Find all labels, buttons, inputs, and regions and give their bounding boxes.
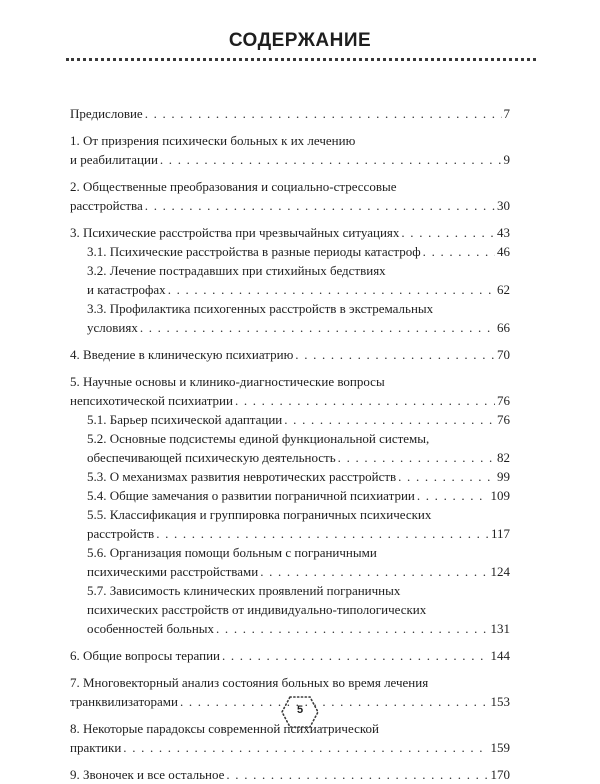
toc-entry-3[interactable] — [70, 223, 510, 242]
toc-entry-5-5[interactable] — [70, 505, 510, 543]
leader-dots — [180, 692, 489, 711]
toc-page-number: 9 — [503, 152, 510, 167]
toc-entry-text: 5.2. Основные подсистемы единой функциональной системы, — [87, 431, 430, 446]
toc-page-number: 159 — [490, 740, 510, 755]
leader-dots — [226, 765, 488, 784]
toc-page-number: 30 — [497, 198, 510, 213]
toc-page-number: 62 — [497, 282, 510, 297]
toc-entry-text: 8. Некоторые парадоксы современной психиатрической — [70, 721, 379, 736]
leader-dots — [235, 391, 495, 410]
toc-entry-text: особенностей больных — [87, 621, 215, 636]
toc-page-number: 153 — [490, 694, 510, 709]
toc-entry-text: непсихотической психиатрии — [70, 393, 233, 408]
toc-entry-text: расстройств — [87, 526, 155, 541]
toc-entry-preface[interactable] — [70, 104, 510, 123]
leader-dots — [401, 223, 495, 242]
page-number: 5 — [296, 704, 304, 716]
toc-entry-text: 7. Многовекторный анализ состояния больных во время лечения — [70, 675, 429, 690]
toc-entry-text: 3.1. Психические расстройства в разные периоды катастроф — [87, 244, 421, 259]
leader-dots — [160, 150, 502, 169]
toc-entry-text: 5.7. Зависимость клинических проявлений пограничных — [87, 583, 401, 598]
toc-entry-text: 3.3. Профилактика психогенных расстройств в экстремальных — [87, 301, 434, 316]
toc-page-number: 43 — [497, 225, 510, 240]
toc-entry-text: и реабилитации — [70, 152, 158, 167]
toc-entry-2[interactable] — [70, 177, 510, 215]
toc-entry-text: транквилизаторами — [70, 694, 178, 709]
toc-entry-text: 2. Общественные преобразования и социально-стрессовые — [70, 179, 397, 194]
toc-entry-text: практики — [70, 740, 122, 755]
toc-entry-text: 3.2. Лечение пострадавших при стихийных бедствиях — [87, 263, 386, 278]
toc-entry-text: 5.6. Организация помощи больным с пограничными — [87, 545, 377, 560]
leader-dots — [216, 619, 488, 638]
leader-dots — [398, 467, 495, 486]
toc-entry-text: обеспечивающей психическую деятельность — [87, 450, 336, 465]
toc-page-number: 46 — [497, 244, 510, 259]
toc-entry-6[interactable] — [70, 646, 510, 665]
toc-page-number: 7 — [503, 106, 510, 121]
toc-entry-text: психических расстройств от индивидуально-типологических — [87, 602, 427, 617]
toc-entry-text: 6. Общие вопросы терапии — [70, 648, 220, 663]
dotted-divider — [66, 58, 536, 61]
table-of-contents — [70, 104, 510, 784]
leader-dots — [145, 196, 495, 215]
leader-dots — [123, 738, 488, 757]
toc-page-number: 109 — [490, 488, 510, 503]
toc-page-number: 124 — [490, 564, 510, 579]
toc-page-number: 82 — [497, 450, 510, 465]
toc-entry-5-7[interactable] — [70, 581, 510, 638]
leader-dots — [423, 242, 495, 261]
toc-entry-3-2[interactable] — [70, 261, 510, 299]
leader-dots — [156, 524, 489, 543]
toc-page-number: 76 — [497, 412, 510, 427]
toc-page-number: 99 — [497, 469, 510, 484]
toc-entry-text: условиях — [87, 320, 138, 335]
toc-page-number: 117 — [490, 526, 510, 541]
page-number-badge — [280, 694, 320, 730]
toc-entry-4[interactable] — [70, 345, 510, 364]
toc-entry-text: 9. Звоночек и все остальное — [70, 767, 225, 782]
toc-entry-text: 5.5. Классификация и группировка пограничных психических — [87, 507, 432, 522]
toc-entry-text: психическими расстройствами — [87, 564, 259, 579]
page-title: СОДЕРЖАНИЕ — [228, 30, 372, 51]
leader-dots — [145, 104, 502, 123]
toc-page-number: 66 — [497, 320, 510, 335]
toc-entry-text: расстройства — [70, 198, 143, 213]
toc-page-number: 131 — [490, 621, 510, 636]
toc-entry-text: Предисловие — [70, 106, 143, 121]
toc-entry-5-1[interactable] — [70, 410, 510, 429]
leader-dots — [168, 280, 495, 299]
toc-entry-3-1[interactable] — [70, 242, 510, 261]
toc-entry-text: 3. Психические расстройства при чрезвычайных ситуациях — [70, 225, 400, 240]
toc-entry-text: 5.1. Барьер психической адаптации — [87, 412, 283, 427]
leader-dots — [140, 318, 495, 337]
toc-entry-1[interactable] — [70, 131, 510, 169]
toc-entry-text: 1. От призрения психически больных к их лечению — [70, 133, 356, 148]
leader-dots — [417, 486, 489, 505]
leader-dots — [222, 646, 489, 665]
toc-entry-text: 5.3. О механизмах развития невротических расстройств — [87, 469, 397, 484]
toc-entry-text: 4. Введение в клиническую психиатрию — [70, 347, 294, 362]
toc-page-number: 76 — [497, 393, 510, 408]
toc-page-number: 70 — [497, 347, 510, 362]
leader-dots — [284, 410, 495, 429]
toc-entry-3-3[interactable] — [70, 299, 510, 337]
toc-entry-9[interactable] — [70, 765, 510, 784]
toc-entry-5-6[interactable] — [70, 543, 510, 581]
toc-entry-5-4[interactable] — [70, 486, 510, 505]
toc-entry-5-3[interactable] — [70, 467, 510, 486]
toc-entry-5-2[interactable] — [70, 429, 510, 467]
toc-entry-5[interactable] — [70, 372, 510, 410]
leader-dots — [260, 562, 488, 581]
toc-entry-text: и катастрофах — [87, 282, 166, 297]
leader-dots — [295, 345, 495, 364]
leader-dots — [338, 448, 495, 467]
toc-page-number: 170 — [490, 767, 510, 782]
toc-entry-text: 5. Научные основы и клинико-диагностические вопросы — [70, 374, 385, 389]
toc-entry-text: 5.4. Общие замечания о развитии пограничной психиатрии — [87, 488, 415, 503]
toc-page-number: 144 — [490, 648, 510, 663]
